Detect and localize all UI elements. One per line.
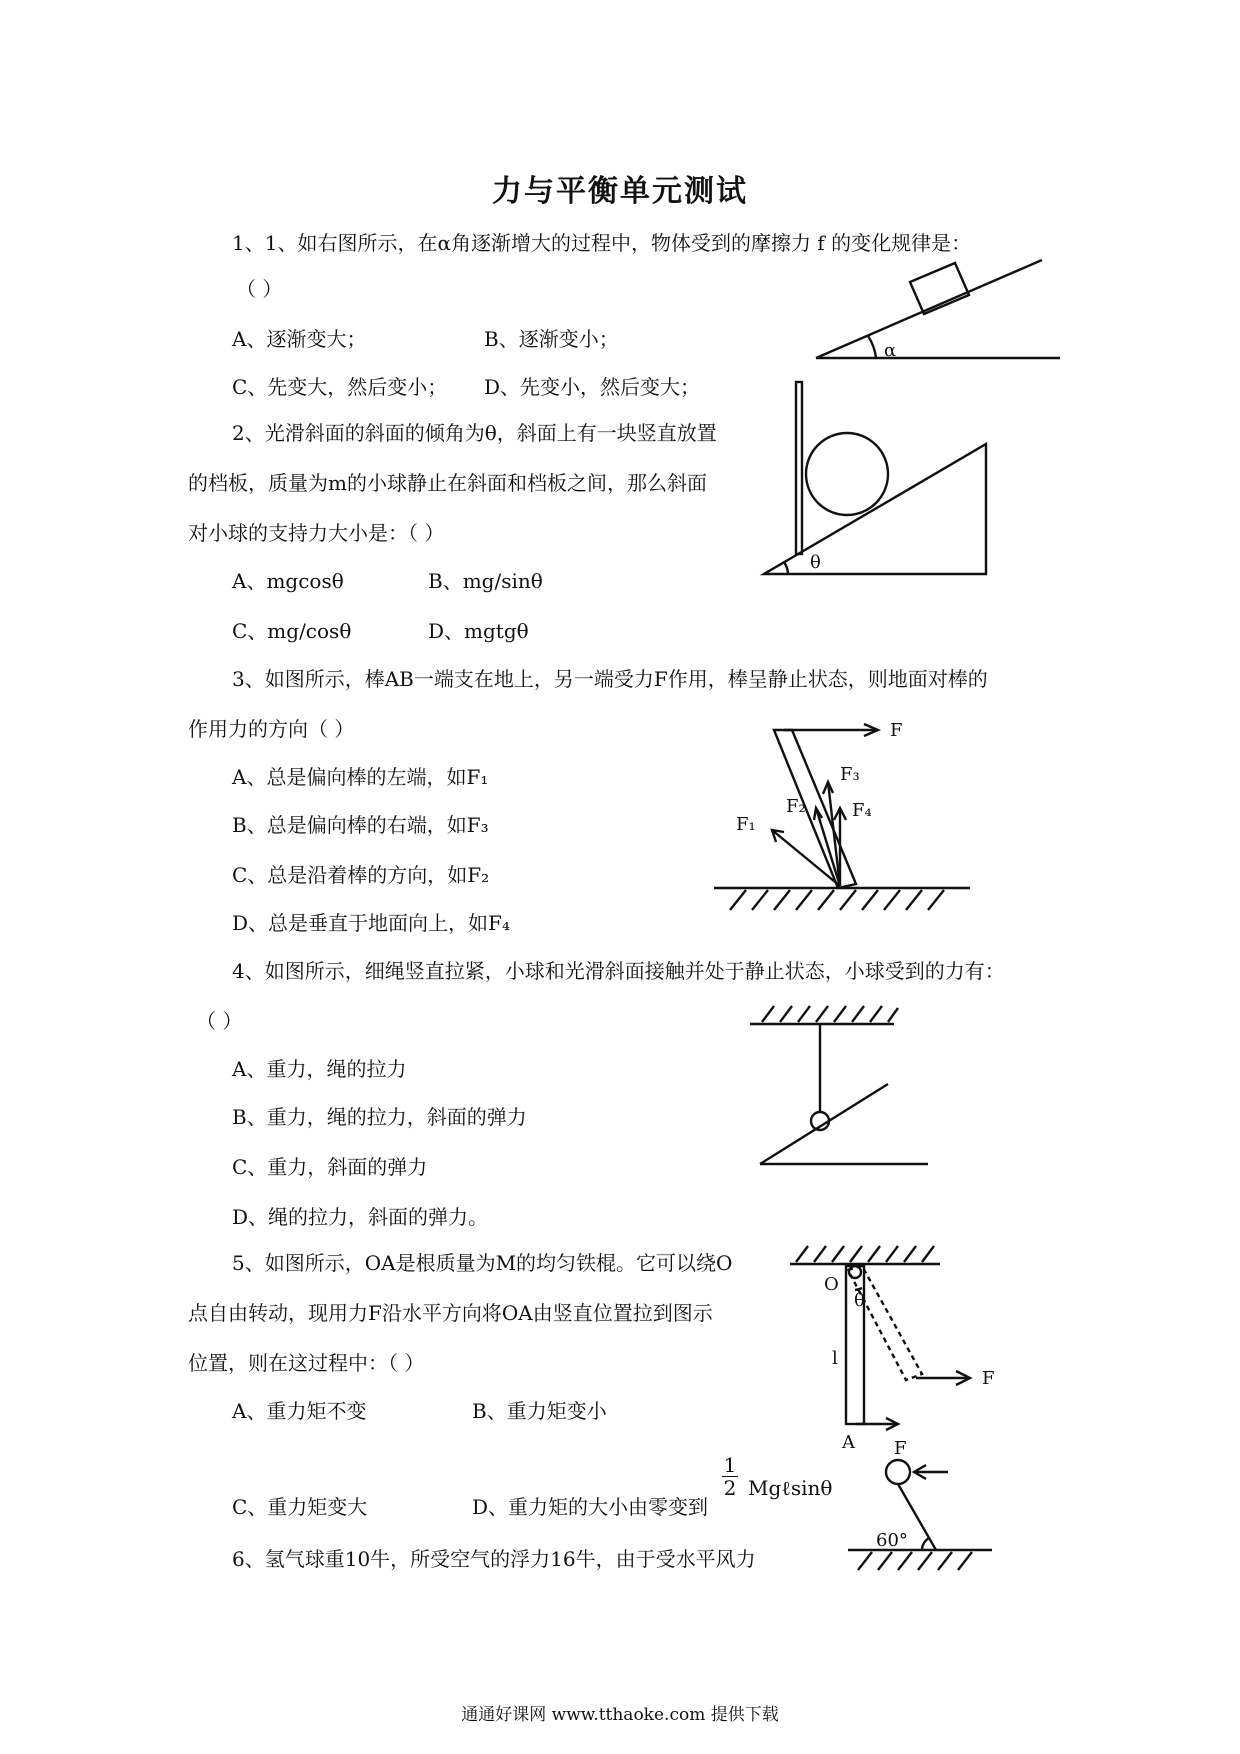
q1-option-a: A、逐渐变大； bbox=[232, 327, 367, 351]
q3-rod-figure bbox=[700, 720, 990, 930]
q6-line1: 6、氢气球重10牛，所受空气的浮力16牛，由于受水平风力 bbox=[232, 1547, 756, 1571]
q2-option-c: C、mg/cosθ bbox=[232, 619, 352, 643]
q2-line3: 对小球的支持力大小是：（ ） bbox=[188, 521, 445, 545]
q2-ball bbox=[806, 433, 888, 515]
q4-option-d: D、绳的拉力，斜面的弹力。 bbox=[232, 1205, 489, 1229]
q3-f3-label: F₃ bbox=[840, 764, 860, 785]
q4-string-ball-figure bbox=[742, 1000, 922, 1180]
q6-angle-label: 60° bbox=[876, 1530, 908, 1551]
q2-option-a: A、mgcosθ bbox=[232, 569, 344, 593]
q4-option-c: C、重力，斜面的弹力 bbox=[232, 1155, 428, 1179]
q3-option-c: C、总是沿着棒的方向，如F₂ bbox=[232, 863, 490, 887]
q1-angle-arc bbox=[868, 336, 876, 358]
q3-ground-hatch bbox=[730, 890, 944, 910]
q5-expression: Mgℓsinθ bbox=[748, 1476, 833, 1500]
q4-line1: 4、如图所示，细绳竖直拉紧，小球和光滑斜面接触并处于静止状态，小球受到的力有： bbox=[232, 959, 1005, 983]
q5-o-label: O bbox=[824, 1274, 839, 1295]
page-title: 力与平衡单元测试 bbox=[492, 174, 748, 209]
q3-line2: 作用力的方向（ ） bbox=[188, 717, 355, 741]
q6-ground-hatch bbox=[858, 1552, 972, 1570]
q4-option-a: A、重力，绳的拉力 bbox=[232, 1057, 407, 1081]
q6-balloon-figure bbox=[842, 1448, 1002, 1551]
q5-f-label-top: F bbox=[982, 1368, 995, 1389]
q5-option-b: B、重力矩变小 bbox=[472, 1399, 607, 1423]
q5-line1: 5、如图所示，OA是根质量为M的均匀铁棍。它可以绕O bbox=[232, 1251, 733, 1275]
q5-fraction-numerator: 1 bbox=[723, 1453, 737, 1477]
q2-option-b: B、mg/sinθ bbox=[428, 569, 543, 593]
q1-paren: （ ） bbox=[236, 277, 283, 301]
q4-incline-line bbox=[760, 1084, 888, 1164]
q1-incline-figure bbox=[810, 252, 1070, 372]
q5-option-a: A、重力矩不变 bbox=[232, 1399, 367, 1423]
q5-option-d: D、重力矩的大小由零变到 bbox=[472, 1495, 709, 1519]
q4-option-b: B、重力，绳的拉力，斜面的弹力 bbox=[232, 1105, 527, 1129]
q5-rod-figure bbox=[780, 1240, 1020, 1459]
footer-source: 通通好课网 www.tthaoke.com 提供下载 bbox=[461, 1705, 779, 1725]
q5-line3: 位置，则在这过程中：（ ） bbox=[188, 1351, 425, 1375]
q1-stem: 1、1、如右图所示，在α角逐渐增大的过程中，物体受到的摩擦力 f 的变化规律是： bbox=[232, 231, 972, 255]
q5-a-label: A bbox=[842, 1432, 855, 1453]
q3-line1: 3、如图所示，棒AB一端支在地上，另一端受力F作用，棒呈静止状态，则地面对棒的 bbox=[232, 667, 988, 691]
q6-balloon bbox=[886, 1460, 910, 1484]
q1-option-c: C、先变大，然后变小； bbox=[232, 375, 448, 399]
q5-f-label-bottom: F bbox=[894, 1438, 907, 1459]
q3-option-b: B、总是偏向棒的右端，如F₃ bbox=[232, 813, 489, 837]
q2-baffle-board bbox=[796, 382, 802, 554]
q2-line1: 2、光滑斜面的斜面的倾角为θ，斜面上有一块竖直放置 bbox=[232, 421, 717, 445]
q5-theta-label: θ bbox=[854, 1290, 865, 1311]
q3-f-label: F bbox=[890, 720, 903, 741]
q1-option-d: D、先变小，然后变大； bbox=[484, 375, 701, 399]
q3-f1-arrow bbox=[772, 830, 840, 886]
q2-angle-arc bbox=[784, 562, 788, 574]
q5-ceiling-hatch bbox=[796, 1246, 934, 1262]
q2-incline-figure bbox=[760, 378, 1000, 588]
q2-theta-label: θ bbox=[810, 552, 821, 573]
q2-line2: 的档板，质量为m的小球静止在斜面和档板之间，那么斜面 bbox=[188, 471, 707, 495]
q3-option-d: D、总是垂直于地面向上，如F₄ bbox=[232, 911, 510, 935]
q3-option-a: A、总是偏向棒的左端，如F₁ bbox=[232, 765, 489, 789]
q5-fraction bbox=[722, 1454, 738, 1499]
q2-option-d: D、mgtgθ bbox=[428, 619, 529, 643]
q4-paren: （ ） bbox=[196, 1009, 243, 1033]
q1-alpha-label: α bbox=[884, 340, 897, 361]
q5-l-label: l bbox=[832, 1348, 838, 1369]
q5-fraction-denominator: 2 bbox=[723, 1476, 737, 1500]
q3-f4-label: F₄ bbox=[852, 800, 872, 821]
q3-f1-label: F₁ bbox=[736, 814, 756, 835]
q2-incline-triangle bbox=[764, 444, 986, 574]
q5-line2: 点自由转动，现用力F沿水平方向将OA由竖直位置拉到图示 bbox=[188, 1301, 713, 1325]
q1-option-b: B、逐渐变小； bbox=[484, 327, 619, 351]
q4-ceiling-hatch bbox=[762, 1006, 898, 1022]
q5-rod-rotated-dashed bbox=[848, 1266, 922, 1380]
q3-f2-label: F₂ bbox=[786, 796, 806, 817]
q1-block bbox=[910, 263, 969, 314]
q6-angle-arc bbox=[922, 1538, 929, 1550]
q5-option-c: C、重力矩变大 bbox=[232, 1495, 368, 1519]
